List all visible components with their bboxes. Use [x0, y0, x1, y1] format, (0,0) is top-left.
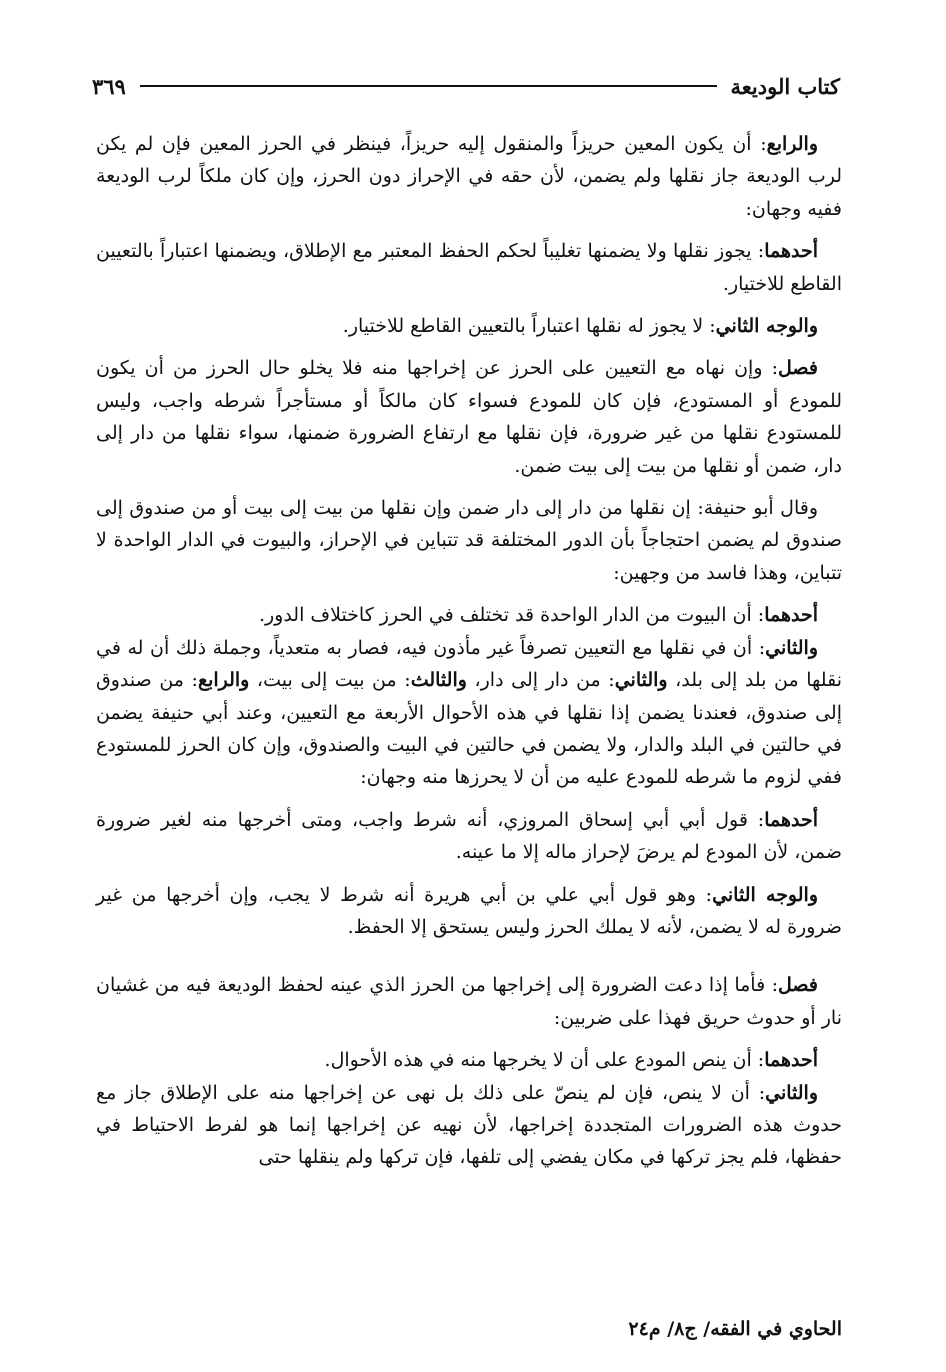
- paragraph: [96, 310, 842, 342]
- inline-lead: والرابع: [197, 669, 250, 692]
- paragraph-lead: فصل: [778, 974, 818, 997]
- paragraph-text: : أن البيوت من الدار الواحدة قد تختلف في الحرز كاختلاف الدور.: [258, 604, 765, 627]
- paragraph-lead: والثاني: [765, 1081, 818, 1104]
- inline-lead: والثالث: [410, 669, 467, 692]
- paragraph: [96, 599, 842, 631]
- paragraph: [96, 352, 842, 482]
- paragraph-lead: أحدهما: [764, 240, 818, 263]
- paragraph-text: : يجوز نقلها ولا يضمنها تغليباً لحكم الحفظ المعتبر مع الإطلاق، ويضمنها اعتباراً بالتعيين القاطع للاختيار.: [96, 240, 842, 295]
- paragraph-text: : وهو قول أبي علي بن أبي هريرة أنه شرط لا يجب، وإن أخرجها من غير ضرورة له لا يضمن، لأنه لا يملك الحرز وليس يستحق إلا الحفظ.: [96, 883, 842, 938]
- paragraph-text: : وإن نهاه مع التعيين على الحرز عن إخراجها منه فلا يخلو حال الحرز من أن يكون للمودع أو المستودع، فإن كان للمودع فسواء كان مالكاً أو مستأجراً شرطه واجب، وليس للمستودع نقلها من غير ضرورة، فإن نقلها مع ارتفاع الضرورة ضمنها، سواء نقلها من دار إلى دار، ضمن أو نقلها من بيت إلى بيت ضمن.: [96, 357, 843, 477]
- chapter-title: كتاب الوديعة: [730, 73, 840, 99]
- header-rule: [140, 85, 717, 87]
- paragraph-lead: أحدهما: [764, 808, 818, 831]
- paragraph-lead: أحدهما: [764, 604, 818, 627]
- paragraph-text: : فأما إذا دعت الضرورة إلى إخراجها من الحرز الذي عينه لحفظ الوديعة فيه من غشيان نار أو حدوث حريق فهذا على ضربين:: [96, 974, 842, 1029]
- paragraph: [96, 492, 842, 589]
- paragraph-text: وقال أبو حنيفة: إن نقلها من دار إلى دار ضمن وإن نقلها من بيت إلى بيت أو من صندوق إلى صندوق لم يضمن احتجاجاً بأن الدور المختلفة قد تتباين في الإحراز، والبيوت في الدار الواحدة لا تتباين، وهذا فاسد من وجهين:: [96, 497, 842, 584]
- paragraph-text: : أن لا ينص، فإن لم ينصّ على ذلك بل نهى عن إخراجها منه على الإطلاق جاز مع حدوث هذه الضرورات المتجددة إخراجها، لأن نهيه عن إخراجها إنما هو لفرط الاحتياط في حفظها، فلم يجز تركها في مكان يفضي إلى تلفها، فإن تركها ولم ينقلها حتى: [96, 1081, 842, 1169]
- paragraph-text: : أن يكون المعين حريزاً والمنقول إليه حريزاً، فينظر في الحرز المعين فإن لم يكن لرب الوديعة جاز نقلها ولم يضمن، لأن حقه في الإحراز دون الحرز، وإن كان ملكاً لرب الوديعة ففيه وجهان:: [96, 133, 842, 220]
- paragraph: [96, 1044, 842, 1076]
- paragraph-text: : أن ينص المودع على أن لا يخرجها منه في هذه الأحوال.: [324, 1049, 765, 1072]
- paragraph-lead: والوجه الثاني: [715, 315, 818, 338]
- paragraph: [96, 879, 842, 944]
- signature-mark: الحاوي في الفقه/ ج٨/ م٢٤: [628, 1318, 842, 1340]
- paragraph-lead: والوجه الثاني: [712, 883, 818, 906]
- paragraph-lead: والرابع: [766, 133, 818, 155]
- page-number: ٣٦٩: [92, 73, 126, 99]
- paragraph-text: : قول أبي أبي إسحاق المروزي، أنه شرط واجب، ومتى أخرجها منه لغير ضرورة ضمن، لأن المودع لم يرضَ لإحراز ماله إلا ما عينه.: [96, 808, 842, 864]
- paragraph: [96, 632, 842, 794]
- inline-text: : من بيت إلى بيت،: [249, 669, 411, 692]
- paragraph: [96, 804, 842, 869]
- inline-text: : من صندوق إلى صندوق، فعندنا يضمن إذا نقلها في هذه الأحوال الأربعة مع التعيين، وعند أبي حنيفة يضمن في حالتين في البلد والدار، ولا يضمن في حالتين في البيت والصندوق، وإن كان الحرز للمستودع ففي لزوم ما شرطه للمودع عليه من أن لا يحرزها منه وجهان:: [96, 669, 842, 789]
- inline-text: : من دار إلى دار،: [466, 669, 615, 692]
- paragraph-lead: أحدهما: [764, 1049, 818, 1072]
- paragraph-text: : أن في نقلها مع التعيين تصرفاً غير مأذون فيه، فصار به متعدياً، وجملة ذلك أن له في نقلها من بلد إلى بلد،: [96, 636, 842, 692]
- paragraph: [96, 235, 842, 300]
- paragraph-text: : لا يجوز له نقلها اعتباراً بالتعيين القاطع للاختيار.: [342, 315, 716, 338]
- running-header: [92, 66, 840, 106]
- paragraph: [96, 969, 842, 1034]
- paragraph: [96, 1077, 842, 1174]
- paragraph: [96, 128, 842, 225]
- body-text: [96, 128, 842, 1174]
- paragraph-lead: والثاني: [765, 636, 818, 659]
- paragraph-lead: فصل: [778, 357, 818, 380]
- inline-lead: والثاني: [614, 669, 668, 692]
